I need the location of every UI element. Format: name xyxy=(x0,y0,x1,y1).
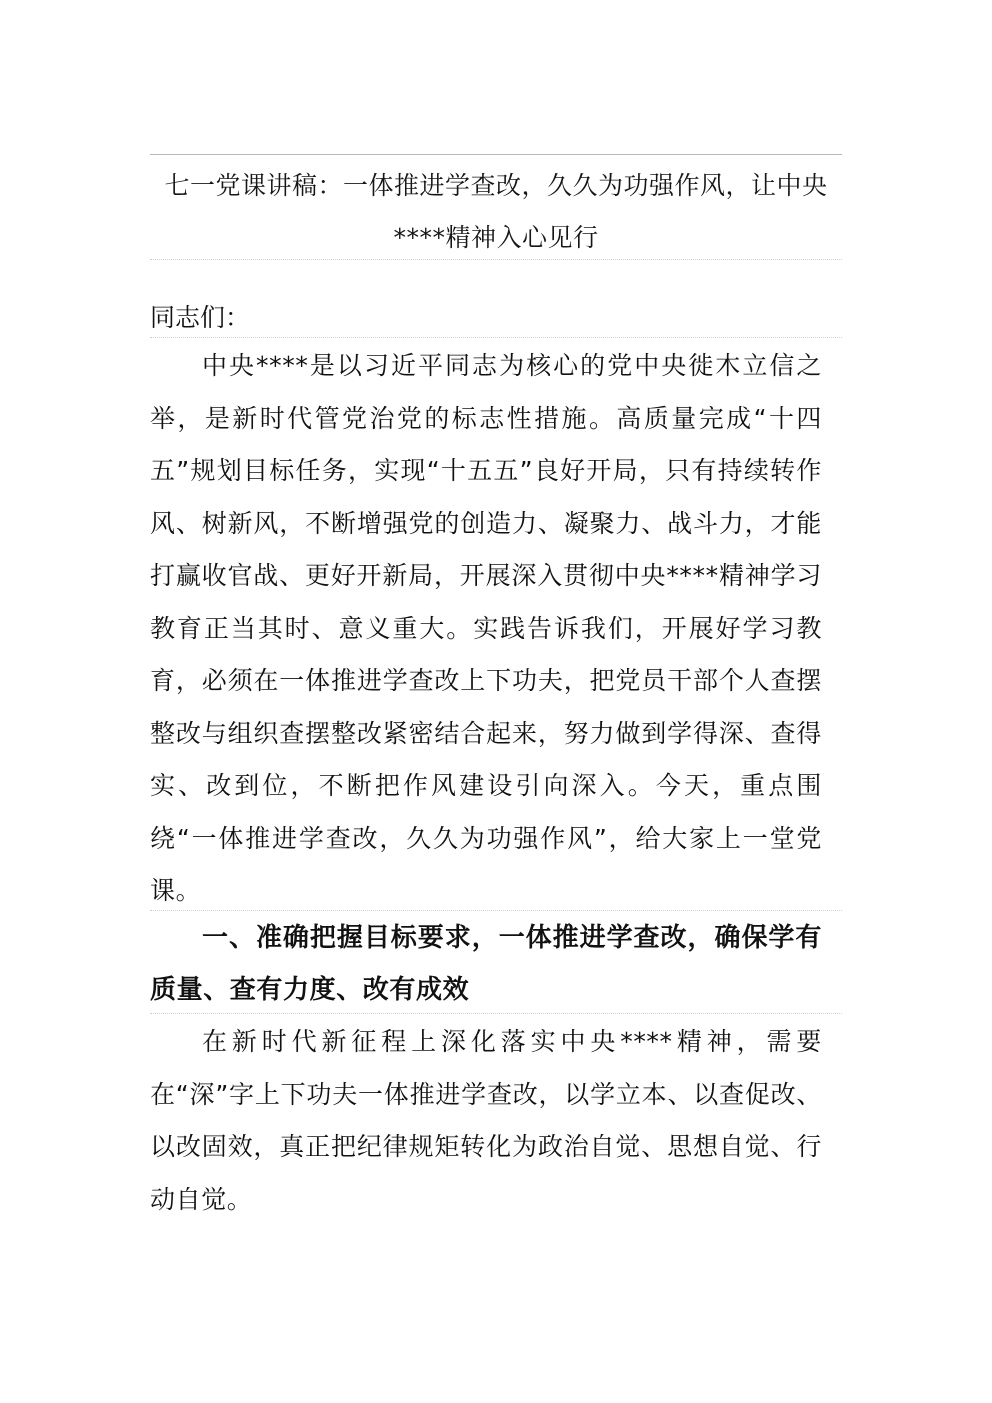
document-title: 七一党课讲稿：一体推进学查改，久久为功强作风，让中央****精神入心见行 xyxy=(164,171,828,252)
paragraph-divider xyxy=(150,910,842,911)
title-divider xyxy=(150,259,842,260)
paragraph-divider xyxy=(150,1013,842,1014)
body-paragraph-1: 中央****是以习近平同志为核心的党中央徙木立信之举，是新时代管党治党的标志性措施。高质量完成“十四五”规划目标任务，实现“十五五”良好开局，只有持续转作风、树新风，不断增强党的创造力、凝聚力、战斗力，才能打赢收官战、更好开新局，开展深入贯彻中央****精神学习教育正当其时、意义重大。实践告诉我们，开展好学习教育，必须在一体推进学查改上下功夫，把党员干部个人查摆整改与组织查摆整改紧密结合起来，努力做到学得深、查得实、改到位，不断把作风建设引向深入。今天，重点围绕“一体推进学查改，久久为功强作风”，给大家上一堂党课。 xyxy=(150,351,822,905)
paragraph-divider xyxy=(150,337,842,338)
top-rule xyxy=(150,154,842,155)
salutation: 同志们： xyxy=(150,303,251,332)
body-paragraph-2: 在新时代新征程上深化落实中央****精神，需要在“深”字上下功夫一体推进学查改，以学立本、以查促改、以改固效，真正把纪律规矩转化为政治自觉、思想自觉、行动自觉。 xyxy=(150,1027,822,1214)
section-heading-1: 一、准确把握目标要求，一体推进学查改，确保学有质量、查有力度、改有成效 xyxy=(150,923,822,1005)
